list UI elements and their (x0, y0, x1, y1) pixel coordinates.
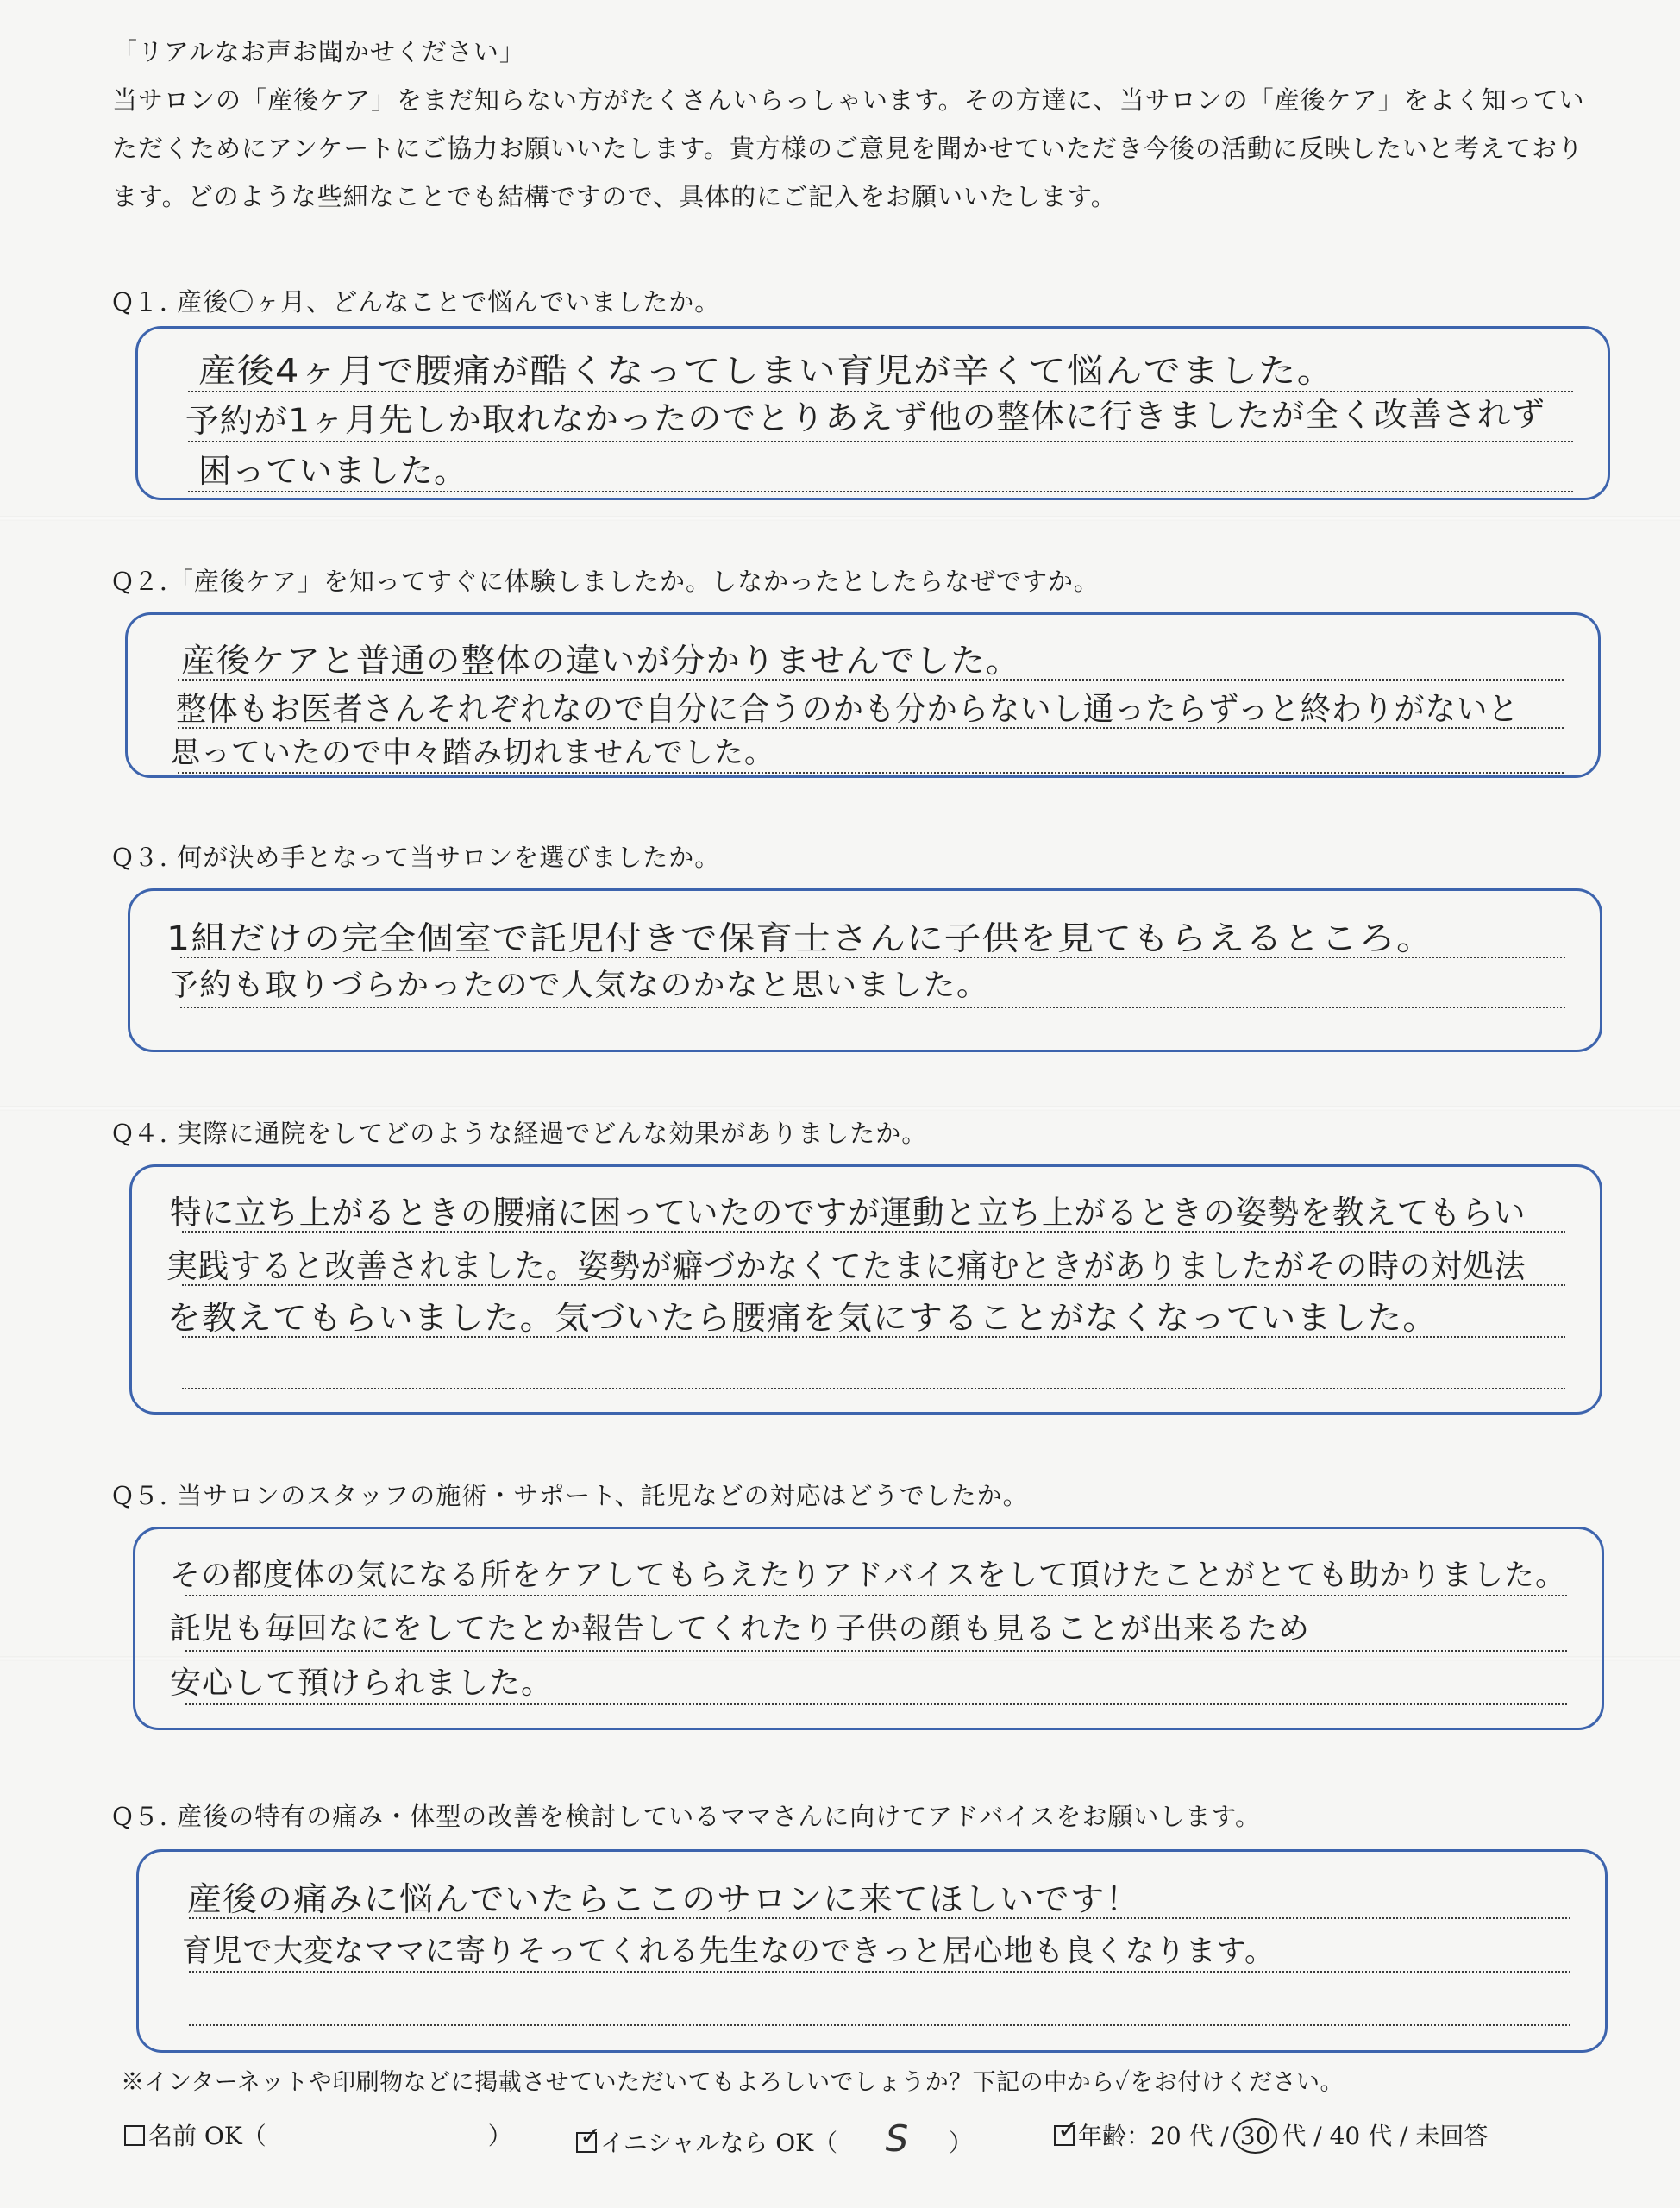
initial-ok-checkbox[interactable] (576, 2122, 602, 2153)
answer-6-line-2: 育児で大変なママに寄りそってくれる先生なのできっと居心地も良くなります。 (182, 1935, 1276, 1969)
ruled-line (185, 1595, 1567, 1596)
question-6-label: Q５. 産後の特有の痛み・体型の改善を検討しているママさんに向けてアドバイスをお願いします。 (112, 1802, 1262, 1831)
answer-4-line-2: 実践すると改善されました。姿勢が癖づかなくてたまに痛むときがありましたがその時の対処法 (166, 1247, 1526, 1285)
answer-6-line-1: 産後の痛みに悩んでいたらここのサロンに来てほしいです！ (187, 1880, 1141, 1918)
ruled-line (188, 441, 1573, 442)
age-other-options: 代 / 40 代 / 未回答 (1282, 2122, 1489, 2150)
initial-value[interactable]: S (885, 2117, 909, 2160)
ruled-line (185, 1650, 1567, 1652)
question-3-label: Q３. 何が決め手となって当サロンを選びましたか。 (112, 843, 721, 872)
intro (112, 28, 1595, 221)
paper-fold (0, 516, 1680, 521)
age-checkbox[interactable] (1054, 2115, 1080, 2146)
answer-1-line-1: 産後4ヶ月で腰痛が酷くなってしまい育児が辛くて悩んでました。 (198, 352, 1336, 390)
check-mark-icon: ✓ (1057, 2115, 1080, 2145)
survey-heading: 「リアルなお声お聞かせください」 (112, 37, 525, 66)
question-4-label: Q４. 実際に通院をしてどのような経過でどんな効果がありましたか。 (112, 1119, 928, 1148)
paper-fold (0, 1106, 1680, 1111)
answer-box-4 (129, 1164, 1602, 1414)
initial-ok-label: イニシャルなら OK（ (600, 2129, 838, 2157)
ruled-line (189, 2024, 1570, 2026)
answer-1-line-3: 困っていました。 (198, 452, 468, 490)
answer-3-line-1: 1組だけの完全個室で託児付きで保育士さんに子供を見てもらえるところ。 (166, 919, 1434, 957)
name-ok-checkbox[interactable] (124, 2125, 145, 2146)
name-close-paren: ） (487, 2122, 512, 2150)
answer-5-line-3: 安心して預けられました。 (170, 1665, 554, 1701)
ruled-line (178, 772, 1564, 774)
answer-4-line-3: を教えてもらいました。気づいたら腰痛を気にすることがなくなっていました。 (166, 1299, 1439, 1337)
question-1-label: Q１. 産後〇ヶ月、どんなことで悩んでいましたか。 (112, 287, 721, 317)
answer-box-1 (135, 326, 1610, 500)
option-age[interactable] (1054, 2117, 1488, 2152)
answer-4-line-1: 特に立ち上がるときの腰痛に困っていたのですが運動と立ち上がるときの姿勢を教えてもらい (170, 1194, 1526, 1232)
answer-2-line-3: 思っていたので中々踏み切れませんでした。 (171, 736, 774, 770)
age-label: 年齢：20 代 / (1078, 2122, 1229, 2150)
answer-2-line-1: 産後ケアと普通の整体の違いが分かりませんでした。 (181, 642, 1021, 680)
ruled-line (189, 1971, 1570, 1973)
survey-intro-text: 当サロンの「産後ケア」をまだ知らない方がたくさんいらっしゃいます。その方達に、当サロンの「産後ケア」をよく知っていただくためにアンケートにご協力お願いいたします。貴方様のご意見を聞かせていただき今後の活動に反映したいと考えております。どのような些細なことでも結構ですので、具体的にご記入をお願いいたします。 (112, 85, 1585, 211)
publication-consent-note: ※インターネットや印刷物などに掲載させていただいてもよろしいでしょうか？下記の中から✓をお付けください。 (121, 2069, 1344, 2096)
initial-close-paren: ） (949, 2129, 974, 2157)
answer-5-line-1: その都度体の気になる所をケアしてもらえたりアドバイスをして頂けたことがとても助かりました。 (170, 1559, 1566, 1593)
name-ok-label: 名前 OK（ (148, 2122, 266, 2150)
option-name-ok[interactable] (124, 2117, 512, 2152)
ruled-line (182, 1388, 1565, 1389)
ruled-line (185, 1703, 1567, 1705)
answer-2-line-2: 整体もお医者さんそれぞれなので自分に合うのかも分からないし通ったらずっと終わりがないと (176, 690, 1520, 728)
age-selected-30[interactable]: 30 (1233, 2118, 1278, 2154)
answer-5-line-2: 託児も毎回なにをしてたとか報告してくれたり子供の顔も見ることが出来るため (170, 1612, 1310, 1647)
answer-box-2 (125, 612, 1601, 778)
option-initial-ok[interactable] (576, 2117, 973, 2160)
answer-1-line-2: 予約が1ヶ月先しか取れなかったのでとりあえず他の整体に行きましたが全く改善されず (185, 394, 1546, 441)
ruled-line (180, 1007, 1565, 1008)
answer-box-3 (128, 888, 1602, 1052)
question-2-label: Q２.「産後ケア」を知ってすぐに体験しましたか。しなかったとしたらなぜですか。 (112, 567, 1100, 596)
answer-box-6 (136, 1849, 1608, 2053)
question-5-label: Q５. 当サロンのスタッフの施術・サポート、託児などの対応はどうでしたか。 (112, 1481, 1029, 1510)
check-mark-icon: ✓ (580, 2122, 602, 2152)
answer-3-line-2: 予約も取りづらかったので人気なのかなと思いました。 (166, 969, 990, 1003)
answer-box-5 (133, 1527, 1604, 1730)
